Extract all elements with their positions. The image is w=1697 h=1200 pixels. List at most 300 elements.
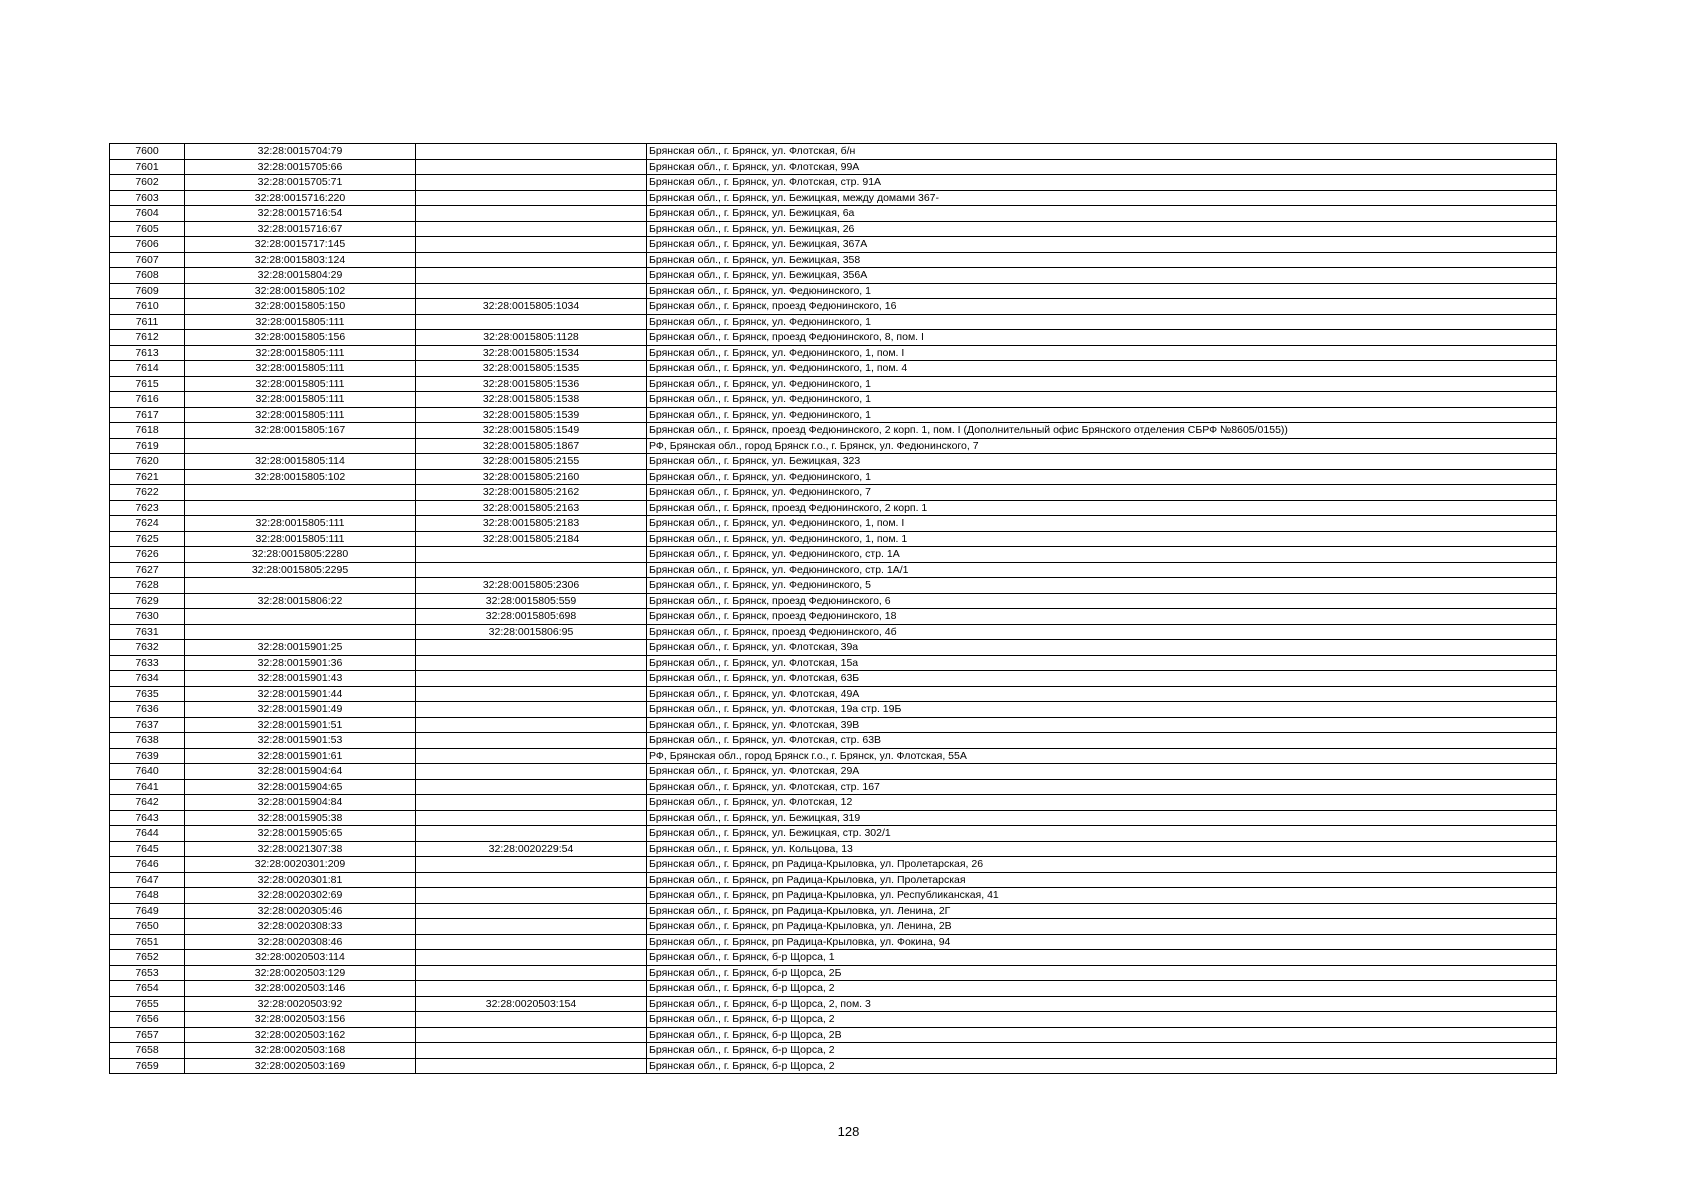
address-cell: Брянская обл., г. Брянск, ул. Бежицкая, 26 xyxy=(647,221,1557,237)
address-cell: РФ, Брянская обл., город Брянск г.о., г. Брянск, ул. Флотская, 55А xyxy=(647,748,1557,764)
parent-cadastral-number-cell: 32:28:0015805:1535 xyxy=(416,361,647,377)
page-number: 128 xyxy=(837,1124,860,1139)
table-row xyxy=(110,1012,1557,1028)
cadastral-number-cell: 32:28:0015904:64 xyxy=(185,764,416,780)
cadastral-number-cell: 32:28:0015905:65 xyxy=(185,826,416,842)
row-number-cell: 7636 xyxy=(110,702,185,718)
row-number-cell: 7612 xyxy=(110,330,185,346)
cadastral-number-cell: 32:28:0015805:2280 xyxy=(185,547,416,563)
row-number-cell: 7622 xyxy=(110,485,185,501)
address-cell: Брянская обл., г. Брянск, рп Радица-Крыловка, ул. Республиканская, 41 xyxy=(647,888,1557,904)
table-row xyxy=(110,376,1557,392)
cadastral-number-cell: 32:28:0020308:46 xyxy=(185,934,416,950)
cadastral-number-cell: 32:28:0015805:2295 xyxy=(185,562,416,578)
cadastral-number-cell: 32:28:0015805:111 xyxy=(185,314,416,330)
address-cell: Брянская обл., г. Брянск, ул. Флотская, стр. 91А xyxy=(647,175,1557,191)
address-cell: Брянская обл., г. Брянск, ул. Бежицкая, 323 xyxy=(647,454,1557,470)
table-row xyxy=(110,702,1557,718)
table-row xyxy=(110,593,1557,609)
cadastral-number-cell: 32:28:0015901:53 xyxy=(185,733,416,749)
cadastral-number-cell: 32:28:0020302:69 xyxy=(185,888,416,904)
table-row xyxy=(110,872,1557,888)
table-row xyxy=(110,655,1557,671)
cadastral-number-cell: 32:28:0015805:111 xyxy=(185,361,416,377)
cadastral-number-cell: 32:28:0015805:156 xyxy=(185,330,416,346)
cadastral-number-cell: 32:28:0015805:111 xyxy=(185,392,416,408)
table-row xyxy=(110,578,1557,594)
address-cell: Брянская обл., г. Брянск, ул. Федюнинского, стр. 1А/1 xyxy=(647,562,1557,578)
address-cell: Брянская обл., г. Брянск, б-р Щорса, 2, пом. 3 xyxy=(647,996,1557,1012)
cadastral-number-cell: 32:28:0015904:65 xyxy=(185,779,416,795)
address-cell: Брянская обл., г. Брянск, ул. Федюнинского, 1, пом. 1 xyxy=(647,531,1557,547)
parent-cadastral-number-cell xyxy=(416,779,647,795)
parent-cadastral-number-cell xyxy=(416,1012,647,1028)
table-row xyxy=(110,516,1557,532)
address-cell: Брянская обл., г. Брянск, ул. Флотская, 63Б xyxy=(647,671,1557,687)
parent-cadastral-number-cell: 32:28:0015805:2306 xyxy=(416,578,647,594)
row-number-cell: 7639 xyxy=(110,748,185,764)
parent-cadastral-number-cell: 32:28:0015805:1536 xyxy=(416,376,647,392)
parent-cadastral-number-cell xyxy=(416,283,647,299)
cadastral-number-cell xyxy=(185,485,416,501)
row-number-cell: 7654 xyxy=(110,981,185,997)
parent-cadastral-number-cell xyxy=(416,655,647,671)
property-registry-table xyxy=(109,143,1557,1074)
row-number-cell: 7617 xyxy=(110,407,185,423)
address-cell: Брянская обл., г. Брянск, б-р Щорса, 2 xyxy=(647,1058,1557,1074)
table-row xyxy=(110,221,1557,237)
parent-cadastral-number-cell: 32:28:0015805:1034 xyxy=(416,299,647,315)
row-number-cell: 7602 xyxy=(110,175,185,191)
parent-cadastral-number-cell xyxy=(416,857,647,873)
parent-cadastral-number-cell: 32:28:0020229:54 xyxy=(416,841,647,857)
parent-cadastral-number-cell: 32:28:0015805:1128 xyxy=(416,330,647,346)
address-cell: Брянская обл., г. Брянск, ул. Флотская, стр. 167 xyxy=(647,779,1557,795)
table-row xyxy=(110,950,1557,966)
cadastral-number-cell xyxy=(185,624,416,640)
table-row xyxy=(110,206,1557,222)
cadastral-number-cell: 32:28:0020503:169 xyxy=(185,1058,416,1074)
row-number-cell: 7640 xyxy=(110,764,185,780)
row-number-cell: 7655 xyxy=(110,996,185,1012)
row-number-cell: 7652 xyxy=(110,950,185,966)
cadastral-number-cell xyxy=(185,609,416,625)
cadastral-number-cell: 32:28:0015805:150 xyxy=(185,299,416,315)
address-cell: Брянская обл., г. Брянск, б-р Щорса, 2 xyxy=(647,981,1557,997)
row-number-cell: 7614 xyxy=(110,361,185,377)
cadastral-number-cell: 32:28:0020503:129 xyxy=(185,965,416,981)
parent-cadastral-number-cell: 32:28:0015805:559 xyxy=(416,593,647,609)
table-row xyxy=(110,314,1557,330)
parent-cadastral-number-cell xyxy=(416,764,647,780)
cadastral-number-cell: 32:28:0020301:81 xyxy=(185,872,416,888)
parent-cadastral-number-cell xyxy=(416,547,647,563)
row-number-cell: 7651 xyxy=(110,934,185,950)
cadastral-number-cell: 32:28:0015716:54 xyxy=(185,206,416,222)
row-number-cell: 7626 xyxy=(110,547,185,563)
parent-cadastral-number-cell xyxy=(416,981,647,997)
row-number-cell: 7601 xyxy=(110,159,185,175)
table-row xyxy=(110,361,1557,377)
address-cell: Брянская обл., г. Брянск, ул. Бежицкая, между домами 367- xyxy=(647,190,1557,206)
row-number-cell: 7643 xyxy=(110,810,185,826)
cadastral-number-cell: 32:28:0020503:114 xyxy=(185,950,416,966)
table-row xyxy=(110,640,1557,656)
address-cell: Брянская обл., г. Брянск, ул. Федюнинского, 1 xyxy=(647,314,1557,330)
cadastral-number-cell: 32:28:0021307:38 xyxy=(185,841,416,857)
cadastral-number-cell: 32:28:0020308:33 xyxy=(185,919,416,935)
parent-cadastral-number-cell: 32:28:0015805:2162 xyxy=(416,485,647,501)
table-row xyxy=(110,299,1557,315)
address-cell: Брянская обл., г. Брянск, рп Радица-Крыловка, ул. Пролетарская, 26 xyxy=(647,857,1557,873)
address-cell: Брянская обл., г. Брянск, рп Радица-Крыловка, ул. Пролетарская xyxy=(647,872,1557,888)
parent-cadastral-number-cell xyxy=(416,221,647,237)
cadastral-number-cell xyxy=(185,500,416,516)
row-number-cell: 7656 xyxy=(110,1012,185,1028)
row-number-cell: 7645 xyxy=(110,841,185,857)
row-number-cell: 7625 xyxy=(110,531,185,547)
table-row xyxy=(110,500,1557,516)
row-number-cell: 7608 xyxy=(110,268,185,284)
parent-cadastral-number-cell xyxy=(416,190,647,206)
table-row xyxy=(110,981,1557,997)
cadastral-number-cell: 32:28:0020301:209 xyxy=(185,857,416,873)
table-body xyxy=(110,144,1557,1074)
parent-cadastral-number-cell xyxy=(416,888,647,904)
table-row xyxy=(110,144,1557,160)
cadastral-number-cell: 32:28:0015901:25 xyxy=(185,640,416,656)
parent-cadastral-number-cell xyxy=(416,314,647,330)
row-number-cell: 7632 xyxy=(110,640,185,656)
parent-cadastral-number-cell xyxy=(416,934,647,950)
row-number-cell: 7638 xyxy=(110,733,185,749)
row-number-cell: 7623 xyxy=(110,500,185,516)
address-cell: Брянская обл., г. Брянск, рп Радица-Крыловка, ул. Ленина, 2Г xyxy=(647,903,1557,919)
parent-cadastral-number-cell xyxy=(416,810,647,826)
table-row xyxy=(110,624,1557,640)
cadastral-number-cell: 32:28:0015901:49 xyxy=(185,702,416,718)
parent-cadastral-number-cell xyxy=(416,1043,647,1059)
row-number-cell: 7605 xyxy=(110,221,185,237)
row-number-cell: 7634 xyxy=(110,671,185,687)
address-cell: Брянская обл., г. Брянск, ул. Федюнинского, 1, пом. I xyxy=(647,345,1557,361)
row-number-cell: 7648 xyxy=(110,888,185,904)
parent-cadastral-number-cell xyxy=(416,733,647,749)
address-cell: Брянская обл., г. Брянск, ул. Бежицкая, 319 xyxy=(647,810,1557,826)
address-cell: Брянская обл., г. Брянск, ул. Федюнинского, 1 xyxy=(647,376,1557,392)
cadastral-number-cell: 32:28:0015716:67 xyxy=(185,221,416,237)
address-cell: Брянская обл., г. Брянск, рп Радица-Крыловка, ул. Ленина, 2В xyxy=(647,919,1557,935)
address-cell: Брянская обл., г. Брянск, ул. Федюнинского, 1 xyxy=(647,469,1557,485)
address-cell: Брянская обл., г. Брянск, ул. Флотская, стр. 63В xyxy=(647,733,1557,749)
address-cell: Брянская обл., г. Брянск, ул. Флотская, б/н xyxy=(647,144,1557,160)
cadastral-number-cell: 32:28:0015805:111 xyxy=(185,531,416,547)
table-row xyxy=(110,159,1557,175)
address-cell: Брянская обл., г. Брянск, ул. Федюнинского, 5 xyxy=(647,578,1557,594)
row-number-cell: 7611 xyxy=(110,314,185,330)
row-number-cell: 7606 xyxy=(110,237,185,253)
row-number-cell: 7633 xyxy=(110,655,185,671)
row-number-cell: 7630 xyxy=(110,609,185,625)
table-row xyxy=(110,810,1557,826)
table-row xyxy=(110,717,1557,733)
table-row xyxy=(110,438,1557,454)
cadastral-number-cell xyxy=(185,438,416,454)
table-row xyxy=(110,175,1557,191)
parent-cadastral-number-cell xyxy=(416,159,647,175)
address-cell: Брянская обл., г. Брянск, проезд Федюнинского, 4б xyxy=(647,624,1557,640)
row-number-cell: 7647 xyxy=(110,872,185,888)
table-row xyxy=(110,407,1557,423)
parent-cadastral-number-cell xyxy=(416,950,647,966)
parent-cadastral-number-cell xyxy=(416,206,647,222)
cadastral-number-cell: 32:28:0015901:44 xyxy=(185,686,416,702)
parent-cadastral-number-cell xyxy=(416,640,647,656)
row-number-cell: 7600 xyxy=(110,144,185,160)
table-row xyxy=(110,919,1557,935)
table-row xyxy=(110,857,1557,873)
cadastral-number-cell: 32:28:0015717:145 xyxy=(185,237,416,253)
parent-cadastral-number-cell xyxy=(416,872,647,888)
address-cell: Брянская обл., г. Брянск, ул. Флотская, 12 xyxy=(647,795,1557,811)
cadastral-number-cell: 32:28:0015901:43 xyxy=(185,671,416,687)
table-row xyxy=(110,686,1557,702)
row-number-cell: 7659 xyxy=(110,1058,185,1074)
table-row xyxy=(110,748,1557,764)
row-number-cell: 7641 xyxy=(110,779,185,795)
parent-cadastral-number-cell: 32:28:0015805:1538 xyxy=(416,392,647,408)
address-cell: Брянская обл., г. Брянск, б-р Щорса, 2 xyxy=(647,1043,1557,1059)
cadastral-number-cell: 32:28:0020503:156 xyxy=(185,1012,416,1028)
cadastral-number-cell: 32:28:0020503:162 xyxy=(185,1027,416,1043)
parent-cadastral-number-cell: 32:28:0015805:698 xyxy=(416,609,647,625)
address-cell: Брянская обл., г. Брянск, проезд Федюнинского, 18 xyxy=(647,609,1557,625)
parent-cadastral-number-cell xyxy=(416,1058,647,1074)
cadastral-number-cell: 32:28:0020503:92 xyxy=(185,996,416,1012)
parent-cadastral-number-cell: 32:28:0015805:2155 xyxy=(416,454,647,470)
cadastral-number-cell: 32:28:0015901:61 xyxy=(185,748,416,764)
row-number-cell: 7603 xyxy=(110,190,185,206)
table-row xyxy=(110,252,1557,268)
table-row xyxy=(110,345,1557,361)
row-number-cell: 7615 xyxy=(110,376,185,392)
address-cell: РФ, Брянская обл., город Брянск г.о., г. Брянск, ул. Федюнинского, 7 xyxy=(647,438,1557,454)
parent-cadastral-number-cell xyxy=(416,919,647,935)
cadastral-number-cell: 32:28:0015805:167 xyxy=(185,423,416,439)
table-row xyxy=(110,888,1557,904)
cadastral-number-cell: 32:28:0015705:66 xyxy=(185,159,416,175)
table-row xyxy=(110,1058,1557,1074)
row-number-cell: 7618 xyxy=(110,423,185,439)
address-cell: Брянская обл., г. Брянск, ул. Бежицкая, 356А xyxy=(647,268,1557,284)
address-cell: Брянская обл., г. Брянск, ул. Флотская, 15а xyxy=(647,655,1557,671)
row-number-cell: 7610 xyxy=(110,299,185,315)
row-number-cell: 7627 xyxy=(110,562,185,578)
table-row xyxy=(110,795,1557,811)
table-row xyxy=(110,330,1557,346)
address-cell: Брянская обл., г. Брянск, ул. Федюнинского, 1 xyxy=(647,407,1557,423)
table-row xyxy=(110,469,1557,485)
parent-cadastral-number-cell xyxy=(416,175,647,191)
parent-cadastral-number-cell xyxy=(416,144,647,160)
table-row xyxy=(110,903,1557,919)
table-row xyxy=(110,934,1557,950)
parent-cadastral-number-cell xyxy=(416,826,647,842)
parent-cadastral-number-cell xyxy=(416,717,647,733)
row-number-cell: 7619 xyxy=(110,438,185,454)
row-number-cell: 7631 xyxy=(110,624,185,640)
parent-cadastral-number-cell xyxy=(416,237,647,253)
table-row xyxy=(110,764,1557,780)
address-cell: Брянская обл., г. Брянск, ул. Флотская, 49А xyxy=(647,686,1557,702)
cadastral-number-cell: 32:28:0015905:38 xyxy=(185,810,416,826)
address-cell: Брянская обл., г. Брянск, ул. Флотская, 29А xyxy=(647,764,1557,780)
table-row xyxy=(110,283,1557,299)
parent-cadastral-number-cell xyxy=(416,686,647,702)
cadastral-number-cell: 32:28:0015805:111 xyxy=(185,376,416,392)
cadastral-number-cell: 32:28:0015805:102 xyxy=(185,283,416,299)
cadastral-number-cell: 32:28:0015805:111 xyxy=(185,516,416,532)
table-row xyxy=(110,454,1557,470)
parent-cadastral-number-cell xyxy=(416,252,647,268)
parent-cadastral-number-cell xyxy=(416,702,647,718)
cadastral-number-cell: 32:28:0015904:84 xyxy=(185,795,416,811)
row-number-cell: 7620 xyxy=(110,454,185,470)
parent-cadastral-number-cell: 32:28:0015805:1539 xyxy=(416,407,647,423)
cadastral-number-cell: 32:28:0015704:79 xyxy=(185,144,416,160)
parent-cadastral-number-cell xyxy=(416,268,647,284)
row-number-cell: 7649 xyxy=(110,903,185,919)
row-number-cell: 7629 xyxy=(110,593,185,609)
row-number-cell: 7653 xyxy=(110,965,185,981)
parent-cadastral-number-cell: 32:28:0015805:2184 xyxy=(416,531,647,547)
address-cell: Брянская обл., г. Брянск, ул. Флотская, 39В xyxy=(647,717,1557,733)
table-row xyxy=(110,547,1557,563)
row-number-cell: 7624 xyxy=(110,516,185,532)
cadastral-number-cell: 32:28:0015805:111 xyxy=(185,407,416,423)
address-cell: Брянская обл., г. Брянск, ул. Федюнинского, стр. 1А xyxy=(647,547,1557,563)
table-row xyxy=(110,392,1557,408)
parent-cadastral-number-cell: 32:28:0015805:2183 xyxy=(416,516,647,532)
table-row xyxy=(110,1043,1557,1059)
address-cell: Брянская обл., г. Брянск, проезд Федюнинского, 6 xyxy=(647,593,1557,609)
cadastral-number-cell: 32:28:0015901:36 xyxy=(185,655,416,671)
cadastral-number-cell: 32:28:0015806:22 xyxy=(185,593,416,609)
table-row xyxy=(110,609,1557,625)
row-number-cell: 7616 xyxy=(110,392,185,408)
parent-cadastral-number-cell: 32:28:0015805:2160 xyxy=(416,469,647,485)
cadastral-number-cell: 32:28:0015805:111 xyxy=(185,345,416,361)
address-cell: Брянская обл., г. Брянск, проезд Федюнинского, 16 xyxy=(647,299,1557,315)
parent-cadastral-number-cell xyxy=(416,748,647,764)
address-cell: Брянская обл., г. Брянск, ул. Федюнинского, 1 xyxy=(647,392,1557,408)
row-number-cell: 7637 xyxy=(110,717,185,733)
address-cell: Брянская обл., г. Брянск, ул. Бежицкая, 367А xyxy=(647,237,1557,253)
address-cell: Брянская обл., г. Брянск, ул. Бежицкая, 358 xyxy=(647,252,1557,268)
table-row xyxy=(110,1027,1557,1043)
parent-cadastral-number-cell: 32:28:0020503:154 xyxy=(416,996,647,1012)
address-cell: Брянская обл., г. Брянск, ул. Флотская, 99А xyxy=(647,159,1557,175)
address-cell: Брянская обл., г. Брянск, ул. Бежицкая, 6а xyxy=(647,206,1557,222)
row-number-cell: 7628 xyxy=(110,578,185,594)
row-number-cell: 7650 xyxy=(110,919,185,935)
address-cell: Брянская обл., г. Брянск, ул. Федюнинского, 1 xyxy=(647,283,1557,299)
row-number-cell: 7657 xyxy=(110,1027,185,1043)
address-cell: Брянская обл., г. Брянск, ул. Федюнинского, 7 xyxy=(647,485,1557,501)
row-number-cell: 7658 xyxy=(110,1043,185,1059)
address-cell: Брянская обл., г. Брянск, ул. Федюнинского, 1, пом. I xyxy=(647,516,1557,532)
address-cell: Брянская обл., г. Брянск, проезд Федюнинского, 8, пом. I xyxy=(647,330,1557,346)
row-number-cell: 7613 xyxy=(110,345,185,361)
address-cell: Брянская обл., г. Брянск, рп Радица-Крыловка, ул. Фокина, 94 xyxy=(647,934,1557,950)
address-cell: Брянская обл., г. Брянск, ул. Флотская, 39а xyxy=(647,640,1557,656)
table-row xyxy=(110,779,1557,795)
row-number-cell: 7609 xyxy=(110,283,185,299)
row-number-cell: 7607 xyxy=(110,252,185,268)
address-cell: Брянская обл., г. Брянск, ул. Кольцова, 13 xyxy=(647,841,1557,857)
parent-cadastral-number-cell xyxy=(416,903,647,919)
table-row xyxy=(110,190,1557,206)
cadastral-number-cell: 32:28:0015803:124 xyxy=(185,252,416,268)
address-cell: Брянская обл., г. Брянск, ул. Флотская, 19а стр. 19Б xyxy=(647,702,1557,718)
cadastral-number-cell: 32:28:0015805:114 xyxy=(185,454,416,470)
table-row xyxy=(110,733,1557,749)
parent-cadastral-number-cell xyxy=(416,671,647,687)
table-row xyxy=(110,485,1557,501)
parent-cadastral-number-cell xyxy=(416,1027,647,1043)
address-cell: Брянская обл., г. Брянск, проезд Федюнинского, 2 корп. 1, пом. I (Дополнительный офис Брянского отделения СБРФ №8605/0155)) xyxy=(647,423,1557,439)
parent-cadastral-number-cell: 32:28:0015805:1534 xyxy=(416,345,647,361)
table-row xyxy=(110,531,1557,547)
table-row xyxy=(110,996,1557,1012)
address-cell: Брянская обл., г. Брянск, б-р Щорса, 2 xyxy=(647,1012,1557,1028)
row-number-cell: 7621 xyxy=(110,469,185,485)
cadastral-number-cell: 32:28:0020503:146 xyxy=(185,981,416,997)
table-row xyxy=(110,562,1557,578)
cadastral-number-cell: 32:28:0015705:71 xyxy=(185,175,416,191)
row-number-cell: 7635 xyxy=(110,686,185,702)
cadastral-number-cell: 32:28:0015716:220 xyxy=(185,190,416,206)
address-cell: Брянская обл., г. Брянск, проезд Федюнинского, 2 корп. 1 xyxy=(647,500,1557,516)
cadastral-number-cell xyxy=(185,578,416,594)
parent-cadastral-number-cell xyxy=(416,562,647,578)
parent-cadastral-number-cell: 32:28:0015805:1867 xyxy=(416,438,647,454)
table-row xyxy=(110,965,1557,981)
parent-cadastral-number-cell xyxy=(416,795,647,811)
table-row xyxy=(110,671,1557,687)
address-cell: Брянская обл., г. Брянск, б-р Щорса, 2В xyxy=(647,1027,1557,1043)
row-number-cell: 7642 xyxy=(110,795,185,811)
cadastral-number-cell: 32:28:0020503:168 xyxy=(185,1043,416,1059)
cadastral-number-cell: 32:28:0015901:51 xyxy=(185,717,416,733)
address-cell: Брянская обл., г. Брянск, б-р Щорса, 1 xyxy=(647,950,1557,966)
table-row xyxy=(110,268,1557,284)
address-cell: Брянская обл., г. Брянск, б-р Щорса, 2Б xyxy=(647,965,1557,981)
parent-cadastral-number-cell xyxy=(416,965,647,981)
table-row xyxy=(110,237,1557,253)
table-row xyxy=(110,841,1557,857)
address-cell: Брянская обл., г. Брянск, ул. Бежицкая, стр. 302/1 xyxy=(647,826,1557,842)
table-row xyxy=(110,423,1557,439)
row-number-cell: 7604 xyxy=(110,206,185,222)
cadastral-number-cell: 32:28:0015804:29 xyxy=(185,268,416,284)
table-row xyxy=(110,826,1557,842)
parent-cadastral-number-cell: 32:28:0015805:2163 xyxy=(416,500,647,516)
parent-cadastral-number-cell: 32:28:0015805:1549 xyxy=(416,423,647,439)
row-number-cell: 7644 xyxy=(110,826,185,842)
parent-cadastral-number-cell: 32:28:0015806:95 xyxy=(416,624,647,640)
row-number-cell: 7646 xyxy=(110,857,185,873)
